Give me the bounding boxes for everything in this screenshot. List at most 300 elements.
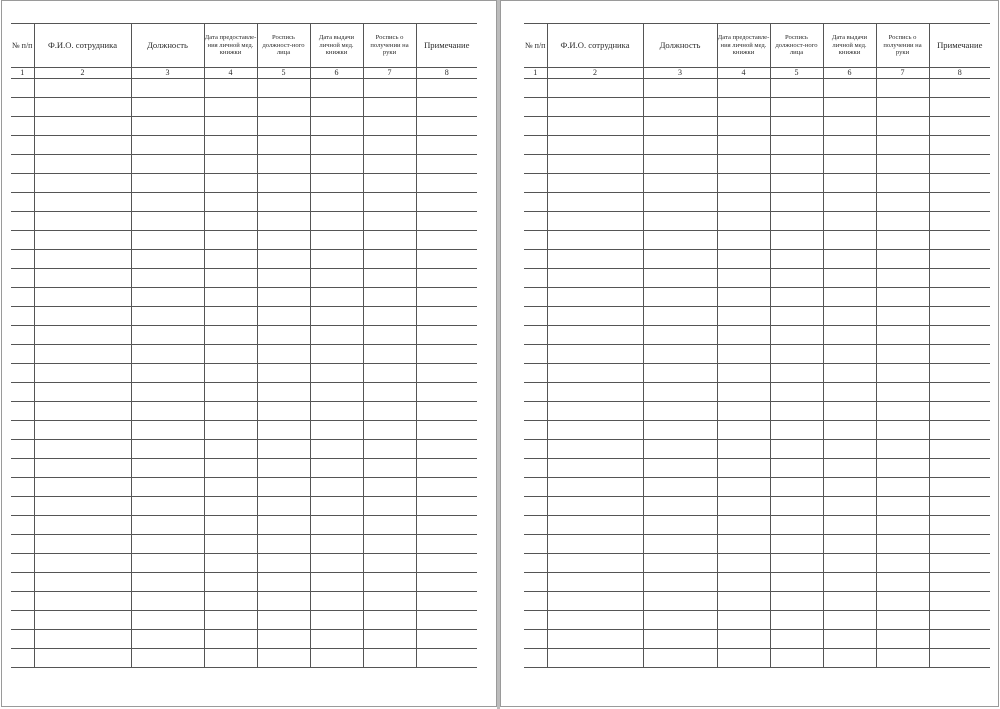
table-cell[interactable]: [547, 79, 643, 98]
table-cell[interactable]: [257, 307, 310, 326]
table-cell[interactable]: [34, 231, 131, 250]
table-cell[interactable]: [34, 459, 131, 478]
table-cell[interactable]: [257, 269, 310, 288]
table-cell[interactable]: [204, 364, 257, 383]
table-cell[interactable]: [717, 231, 770, 250]
table-cell[interactable]: [770, 440, 823, 459]
table-cell[interactable]: [643, 98, 717, 117]
table-cell[interactable]: [11, 611, 34, 630]
table-cell[interactable]: [643, 421, 717, 440]
table-cell[interactable]: [257, 231, 310, 250]
table-cell[interactable]: [929, 421, 990, 440]
table-cell[interactable]: [416, 478, 477, 497]
table-cell[interactable]: [131, 288, 204, 307]
table-cell[interactable]: [131, 231, 204, 250]
table-cell[interactable]: [257, 155, 310, 174]
table-cell[interactable]: [717, 516, 770, 535]
table-cell[interactable]: [310, 288, 363, 307]
table-cell[interactable]: [363, 155, 416, 174]
table-cell[interactable]: [257, 212, 310, 231]
table-cell[interactable]: [524, 459, 547, 478]
table-cell[interactable]: [310, 402, 363, 421]
table-cell[interactable]: [524, 288, 547, 307]
table-cell[interactable]: [717, 535, 770, 554]
table-cell[interactable]: [310, 98, 363, 117]
table-cell[interactable]: [363, 440, 416, 459]
table-cell[interactable]: [823, 231, 876, 250]
table-cell[interactable]: [204, 554, 257, 573]
table-cell[interactable]: [929, 554, 990, 573]
table-cell[interactable]: [204, 402, 257, 421]
table-cell[interactable]: [34, 630, 131, 649]
table-cell[interactable]: [547, 516, 643, 535]
table-cell[interactable]: [416, 535, 477, 554]
table-cell[interactable]: [823, 630, 876, 649]
table-cell[interactable]: [547, 250, 643, 269]
table-cell[interactable]: [717, 193, 770, 212]
table-cell[interactable]: [34, 554, 131, 573]
table-cell[interactable]: [547, 459, 643, 478]
table-cell[interactable]: [929, 649, 990, 668]
table-cell[interactable]: [929, 478, 990, 497]
table-cell[interactable]: [310, 630, 363, 649]
table-cell[interactable]: [823, 535, 876, 554]
table-cell[interactable]: [131, 630, 204, 649]
table-cell[interactable]: [11, 155, 34, 174]
table-cell[interactable]: [416, 630, 477, 649]
table-cell[interactable]: [416, 193, 477, 212]
table-cell[interactable]: [416, 174, 477, 193]
table-cell[interactable]: [929, 117, 990, 136]
table-cell[interactable]: [524, 307, 547, 326]
table-cell[interactable]: [823, 269, 876, 288]
table-cell[interactable]: [257, 554, 310, 573]
table-cell[interactable]: [643, 592, 717, 611]
table-cell[interactable]: [823, 326, 876, 345]
table-cell[interactable]: [524, 155, 547, 174]
table-cell[interactable]: [204, 630, 257, 649]
table-cell[interactable]: [717, 269, 770, 288]
table-cell[interactable]: [11, 497, 34, 516]
table-cell[interactable]: [524, 345, 547, 364]
table-cell[interactable]: [310, 212, 363, 231]
table-cell[interactable]: [363, 193, 416, 212]
table-cell[interactable]: [876, 155, 929, 174]
table-cell[interactable]: [547, 649, 643, 668]
table-cell[interactable]: [257, 516, 310, 535]
table-cell[interactable]: [823, 212, 876, 231]
table-cell[interactable]: [643, 535, 717, 554]
table-cell[interactable]: [416, 592, 477, 611]
table-cell[interactable]: [717, 440, 770, 459]
table-cell[interactable]: [310, 79, 363, 98]
table-cell[interactable]: [547, 307, 643, 326]
table-cell[interactable]: [876, 269, 929, 288]
table-cell[interactable]: [876, 193, 929, 212]
table-cell[interactable]: [11, 79, 34, 98]
table-cell[interactable]: [717, 212, 770, 231]
table-cell[interactable]: [547, 136, 643, 155]
table-cell[interactable]: [204, 516, 257, 535]
table-cell[interactable]: [363, 592, 416, 611]
table-cell[interactable]: [876, 402, 929, 421]
table-cell[interactable]: [547, 269, 643, 288]
table-cell[interactable]: [643, 250, 717, 269]
table-cell[interactable]: [310, 611, 363, 630]
table-cell[interactable]: [524, 136, 547, 155]
table-cell[interactable]: [363, 554, 416, 573]
table-cell[interactable]: [131, 611, 204, 630]
table-cell[interactable]: [310, 383, 363, 402]
table-cell[interactable]: [131, 212, 204, 231]
table-cell[interactable]: [524, 611, 547, 630]
table-cell[interactable]: [717, 592, 770, 611]
table-cell[interactable]: [929, 440, 990, 459]
table-cell[interactable]: [524, 478, 547, 497]
table-cell[interactable]: [547, 611, 643, 630]
table-cell[interactable]: [363, 478, 416, 497]
table-cell[interactable]: [547, 383, 643, 402]
table-cell[interactable]: [363, 79, 416, 98]
table-cell[interactable]: [876, 478, 929, 497]
table-cell[interactable]: [524, 630, 547, 649]
table-cell[interactable]: [416, 554, 477, 573]
table-cell[interactable]: [770, 592, 823, 611]
table-cell[interactable]: [34, 212, 131, 231]
table-cell[interactable]: [876, 649, 929, 668]
table-cell[interactable]: [11, 421, 34, 440]
table-cell[interactable]: [547, 117, 643, 136]
table-cell[interactable]: [770, 288, 823, 307]
table-cell[interactable]: [929, 250, 990, 269]
table-cell[interactable]: [257, 250, 310, 269]
table-cell[interactable]: [363, 288, 416, 307]
table-cell[interactable]: [416, 307, 477, 326]
table-cell[interactable]: [643, 402, 717, 421]
table-cell[interactable]: [131, 478, 204, 497]
table-cell[interactable]: [823, 117, 876, 136]
table-cell[interactable]: [310, 516, 363, 535]
table-cell[interactable]: [876, 440, 929, 459]
table-cell[interactable]: [823, 554, 876, 573]
table-cell[interactable]: [717, 136, 770, 155]
table-cell[interactable]: [643, 554, 717, 573]
table-cell[interactable]: [363, 535, 416, 554]
table-cell[interactable]: [204, 535, 257, 554]
table-cell[interactable]: [131, 440, 204, 459]
table-cell[interactable]: [547, 345, 643, 364]
table-cell[interactable]: [823, 364, 876, 383]
table-cell[interactable]: [643, 174, 717, 193]
table-cell[interactable]: [643, 649, 717, 668]
table-cell[interactable]: [363, 231, 416, 250]
table-cell[interactable]: [929, 364, 990, 383]
table-cell[interactable]: [131, 383, 204, 402]
table-cell[interactable]: [11, 402, 34, 421]
table-cell[interactable]: [11, 478, 34, 497]
table-cell[interactable]: [524, 79, 547, 98]
table-cell[interactable]: [770, 402, 823, 421]
table-cell[interactable]: [257, 497, 310, 516]
table-cell[interactable]: [643, 155, 717, 174]
table-cell[interactable]: [416, 383, 477, 402]
table-cell[interactable]: [823, 497, 876, 516]
table-cell[interactable]: [204, 459, 257, 478]
table-cell[interactable]: [11, 117, 34, 136]
table-cell[interactable]: [363, 307, 416, 326]
table-cell[interactable]: [11, 383, 34, 402]
table-cell[interactable]: [770, 174, 823, 193]
table-cell[interactable]: [823, 573, 876, 592]
table-cell[interactable]: [524, 174, 547, 193]
table-cell[interactable]: [524, 516, 547, 535]
table-cell[interactable]: [416, 345, 477, 364]
table-cell[interactable]: [11, 231, 34, 250]
table-cell[interactable]: [643, 364, 717, 383]
table-cell[interactable]: [204, 345, 257, 364]
table-cell[interactable]: [416, 573, 477, 592]
table-cell[interactable]: [770, 326, 823, 345]
table-cell[interactable]: [204, 155, 257, 174]
table-cell[interactable]: [310, 174, 363, 193]
table-cell[interactable]: [717, 611, 770, 630]
table-cell[interactable]: [363, 117, 416, 136]
table-cell[interactable]: [547, 535, 643, 554]
table-cell[interactable]: [11, 136, 34, 155]
table-cell[interactable]: [717, 402, 770, 421]
table-cell[interactable]: [547, 554, 643, 573]
table-cell[interactable]: [257, 630, 310, 649]
table-cell[interactable]: [204, 174, 257, 193]
table-cell[interactable]: [717, 573, 770, 592]
table-cell[interactable]: [929, 307, 990, 326]
table-cell[interactable]: [131, 535, 204, 554]
table-cell[interactable]: [823, 649, 876, 668]
table-cell[interactable]: [717, 326, 770, 345]
table-cell[interactable]: [257, 79, 310, 98]
table-cell[interactable]: [11, 516, 34, 535]
table-cell[interactable]: [823, 345, 876, 364]
table-cell[interactable]: [310, 269, 363, 288]
table-cell[interactable]: [770, 250, 823, 269]
table-cell[interactable]: [876, 573, 929, 592]
table-cell[interactable]: [34, 136, 131, 155]
table-cell[interactable]: [204, 98, 257, 117]
table-cell[interactable]: [34, 193, 131, 212]
table-cell[interactable]: [717, 98, 770, 117]
table-cell[interactable]: [11, 98, 34, 117]
table-cell[interactable]: [34, 649, 131, 668]
table-cell[interactable]: [524, 497, 547, 516]
table-cell[interactable]: [524, 193, 547, 212]
table-cell[interactable]: [257, 440, 310, 459]
table-cell[interactable]: [204, 79, 257, 98]
table-cell[interactable]: [363, 269, 416, 288]
table-cell[interactable]: [131, 554, 204, 573]
table-cell[interactable]: [131, 459, 204, 478]
table-cell[interactable]: [363, 383, 416, 402]
table-cell[interactable]: [416, 402, 477, 421]
table-cell[interactable]: [876, 592, 929, 611]
table-cell[interactable]: [929, 136, 990, 155]
table-cell[interactable]: [310, 554, 363, 573]
table-cell[interactable]: [929, 193, 990, 212]
table-cell[interactable]: [257, 193, 310, 212]
table-cell[interactable]: [363, 649, 416, 668]
table-cell[interactable]: [770, 535, 823, 554]
table-cell[interactable]: [363, 402, 416, 421]
table-cell[interactable]: [717, 174, 770, 193]
table-cell[interactable]: [876, 497, 929, 516]
table-cell[interactable]: [823, 516, 876, 535]
table-cell[interactable]: [416, 611, 477, 630]
table-cell[interactable]: [131, 573, 204, 592]
table-cell[interactable]: [770, 611, 823, 630]
table-cell[interactable]: [876, 136, 929, 155]
table-cell[interactable]: [770, 516, 823, 535]
table-cell[interactable]: [34, 478, 131, 497]
table-cell[interactable]: [204, 573, 257, 592]
table-cell[interactable]: [929, 231, 990, 250]
table-cell[interactable]: [770, 383, 823, 402]
table-cell[interactable]: [770, 79, 823, 98]
table-cell[interactable]: [929, 459, 990, 478]
table-cell[interactable]: [823, 250, 876, 269]
table-cell[interactable]: [823, 592, 876, 611]
table-cell[interactable]: [717, 364, 770, 383]
table-cell[interactable]: [34, 516, 131, 535]
table-cell[interactable]: [643, 326, 717, 345]
table-cell[interactable]: [416, 231, 477, 250]
table-cell[interactable]: [310, 573, 363, 592]
table-cell[interactable]: [929, 326, 990, 345]
table-cell[interactable]: [257, 478, 310, 497]
table-cell[interactable]: [876, 554, 929, 573]
table-cell[interactable]: [524, 573, 547, 592]
table-cell[interactable]: [131, 364, 204, 383]
table-cell[interactable]: [770, 630, 823, 649]
table-cell[interactable]: [547, 364, 643, 383]
table-cell[interactable]: [131, 421, 204, 440]
table-cell[interactable]: [876, 383, 929, 402]
table-cell[interactable]: [823, 421, 876, 440]
table-cell[interactable]: [363, 345, 416, 364]
table-cell[interactable]: [929, 402, 990, 421]
table-cell[interactable]: [363, 212, 416, 231]
table-cell[interactable]: [770, 231, 823, 250]
table-cell[interactable]: [11, 592, 34, 611]
table-cell[interactable]: [643, 193, 717, 212]
table-cell[interactable]: [823, 155, 876, 174]
table-cell[interactable]: [416, 288, 477, 307]
table-cell[interactable]: [131, 516, 204, 535]
table-cell[interactable]: [547, 231, 643, 250]
table-cell[interactable]: [876, 516, 929, 535]
table-cell[interactable]: [717, 117, 770, 136]
table-cell[interactable]: [524, 421, 547, 440]
table-cell[interactable]: [257, 402, 310, 421]
table-cell[interactable]: [11, 307, 34, 326]
table-cell[interactable]: [643, 307, 717, 326]
table-cell[interactable]: [204, 497, 257, 516]
table-cell[interactable]: [310, 250, 363, 269]
table-cell[interactable]: [524, 231, 547, 250]
table-cell[interactable]: [416, 212, 477, 231]
table-cell[interactable]: [770, 193, 823, 212]
table-cell[interactable]: [416, 155, 477, 174]
table-cell[interactable]: [34, 326, 131, 345]
table-cell[interactable]: [416, 136, 477, 155]
table-cell[interactable]: [131, 307, 204, 326]
table-cell[interactable]: [547, 573, 643, 592]
table-cell[interactable]: [643, 440, 717, 459]
table-cell[interactable]: [929, 174, 990, 193]
table-cell[interactable]: [717, 307, 770, 326]
table-cell[interactable]: [257, 535, 310, 554]
table-cell[interactable]: [547, 193, 643, 212]
table-cell[interactable]: [416, 326, 477, 345]
table-cell[interactable]: [770, 136, 823, 155]
table-cell[interactable]: [770, 345, 823, 364]
table-cell[interactable]: [257, 649, 310, 668]
table-cell[interactable]: [11, 573, 34, 592]
table-cell[interactable]: [34, 497, 131, 516]
table-cell[interactable]: [770, 649, 823, 668]
table-cell[interactable]: [131, 269, 204, 288]
table-cell[interactable]: [770, 497, 823, 516]
table-cell[interactable]: [929, 155, 990, 174]
table-cell[interactable]: [717, 421, 770, 440]
table-cell[interactable]: [34, 98, 131, 117]
table-cell[interactable]: [643, 231, 717, 250]
table-cell[interactable]: [770, 212, 823, 231]
table-cell[interactable]: [547, 497, 643, 516]
table-cell[interactable]: [823, 174, 876, 193]
table-cell[interactable]: [310, 345, 363, 364]
table-cell[interactable]: [131, 79, 204, 98]
table-cell[interactable]: [717, 497, 770, 516]
table-cell[interactable]: [823, 307, 876, 326]
table-cell[interactable]: [929, 383, 990, 402]
table-cell[interactable]: [11, 250, 34, 269]
table-cell[interactable]: [929, 288, 990, 307]
table-cell[interactable]: [363, 250, 416, 269]
table-cell[interactable]: [11, 326, 34, 345]
table-cell[interactable]: [363, 421, 416, 440]
table-cell[interactable]: [34, 535, 131, 554]
table-cell[interactable]: [257, 345, 310, 364]
table-cell[interactable]: [310, 459, 363, 478]
table-cell[interactable]: [717, 554, 770, 573]
table-cell[interactable]: [929, 98, 990, 117]
table-cell[interactable]: [770, 573, 823, 592]
table-cell[interactable]: [547, 174, 643, 193]
table-cell[interactable]: [717, 383, 770, 402]
table-cell[interactable]: [11, 554, 34, 573]
table-cell[interactable]: [929, 269, 990, 288]
table-cell[interactable]: [310, 649, 363, 668]
table-cell[interactable]: [416, 364, 477, 383]
table-cell[interactable]: [876, 231, 929, 250]
table-cell[interactable]: [310, 421, 363, 440]
table-cell[interactable]: [416, 250, 477, 269]
table-cell[interactable]: [204, 307, 257, 326]
table-cell[interactable]: [257, 136, 310, 155]
table-cell[interactable]: [929, 79, 990, 98]
table-cell[interactable]: [524, 649, 547, 668]
table-cell[interactable]: [131, 117, 204, 136]
table-cell[interactable]: [876, 79, 929, 98]
